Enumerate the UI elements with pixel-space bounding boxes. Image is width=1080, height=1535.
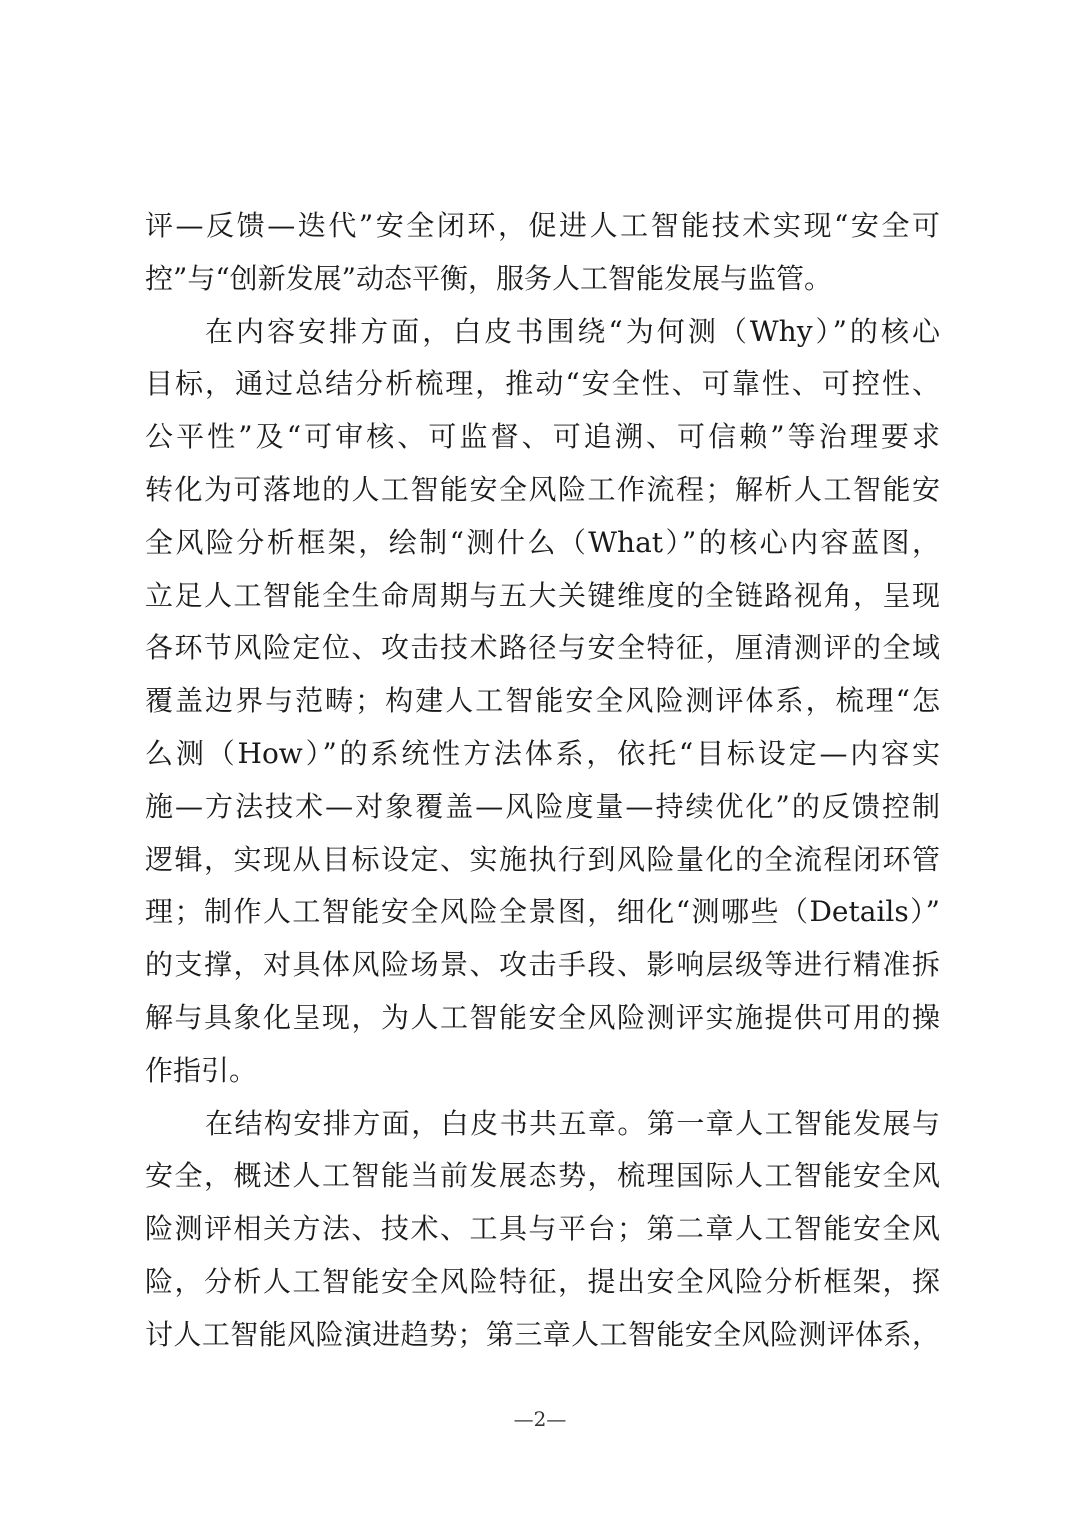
text-line-12: 施—方法技术—对象覆盖—风险度量—持续优化”的反馈控制	[145, 789, 940, 823]
text-line-15: 的支撑，对具体风险场景、攻击手段、影响层级等进行精准拆	[145, 948, 940, 982]
text-line-2: 控”与“创新发展”动态平衡，服务人工智能发展与监管。	[145, 261, 832, 295]
body-text	[145, 200, 940, 1362]
text-line-17: 作指引。	[145, 1053, 258, 1087]
text-line-9: 各环节风险定位、攻击技术路径与安全特征，厘清测评的全域	[145, 631, 940, 665]
text-line-18: 在结构安排方面，白皮书共五章。第一章人工智能发展与	[205, 1106, 940, 1140]
text-line-8: 立足人工智能全生命周期与五大关键维度的全链路视角，呈现	[145, 578, 940, 612]
text-line-5: 公平性”及“可审核、可监督、可追溯、可信赖”等治理要求	[145, 420, 940, 454]
text-line-14: 理；制作人工智能安全风险全景图，细化“测哪些（Details）”	[145, 895, 940, 929]
text-line-1: 评—反馈—迭代”安全闭环，促进人工智能技术实现“安全可	[145, 209, 940, 242]
text-line-22: 讨人工智能风险演进趋势；第三章人工智能安全风险测评体系，	[145, 1317, 940, 1351]
text-line-19: 安全，概述人工智能当前发展态势，梳理国际人工智能安全风	[145, 1159, 940, 1193]
text-line-13: 逻辑，实现从目标设定、实施执行到风险量化的全流程闭环管	[145, 842, 940, 876]
text-line-3: 在内容安排方面，白皮书围绕“为何测（Why）”的核心	[205, 314, 940, 348]
text-line-4: 目标，通过总结分析梳理，推动“安全性、可靠性、可控性、	[145, 367, 940, 401]
text-line-6: 转化为可落地的人工智能安全风险工作流程；解析人工智能安	[145, 472, 940, 506]
text-line-11: 么测（How）”的系统性方法体系，依托“目标设定—内容实	[145, 736, 940, 770]
text-line-21: 险，分析人工智能安全风险特征，提出安全风险分析框架，探	[145, 1264, 940, 1298]
text-line-16: 解与具象化呈现，为人工智能安全风险测评实施提供可用的操	[145, 1000, 940, 1034]
page-number: —2—	[513, 1407, 567, 1431]
text-line-7: 全风险分析框架，绘制“测什么（What）”的核心内容蓝图，	[145, 525, 940, 559]
text-line-20: 险测评相关方法、技术、工具与平台；第二章人工智能安全风	[145, 1212, 940, 1246]
text-line-10: 覆盖边界与范畴；构建人工智能安全风险测评体系，梳理“怎	[145, 684, 940, 718]
